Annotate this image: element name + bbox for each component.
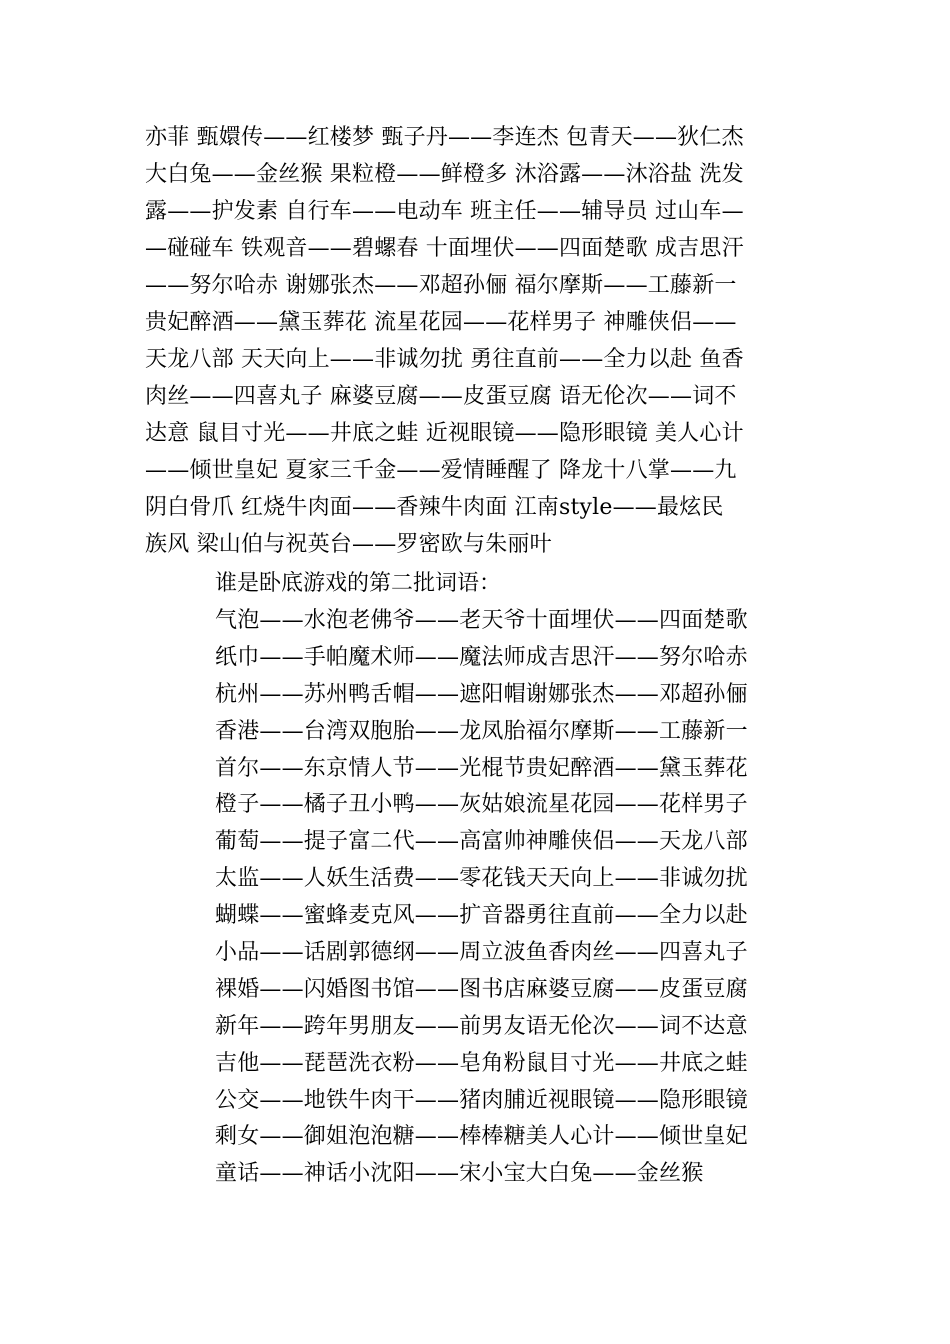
paragraph-line: 露——护发素 自行车——电动车 班主任——辅导员 过山车— [145, 199, 744, 224]
paragraph-line: —碰碰车 铁观音——碧螺春 十面埋伏——四面楚歌 成吉思汗 [145, 236, 744, 261]
list-item: 橙子——橘子丑小鸭——灰姑娘流星花园——花样男子 [215, 792, 748, 818]
list-item: 裸婚——闪婚图书馆——图书店麻婆豆腐——皮蛋豆腐 [215, 976, 748, 1002]
paragraph-line: 大白兔——金丝猴 果粒橙——鲜橙多 沐浴露——沐浴盐 洗发 [145, 162, 744, 187]
list-item: 气泡——水泡老佛爷——老天爷十面埋伏——四面楚歌 [215, 608, 748, 633]
list-item: 杭州——苏州鸭舌帽——遮阳帽谢娜张杰——邓超孙俪 [215, 681, 748, 707]
list-item: 吉他——琵琶洗衣粉——皂角粉鼠目寸光——井底之蛙 [215, 1050, 748, 1076]
list-item: 剩女——御姐泡泡糖——棒棒糖美人心计——倾世皇妃 [215, 1124, 748, 1150]
list-heading: 谁是卧底游戏的第二批词语： [215, 571, 502, 596]
paragraph-line: ——倾世皇妃 夏家三千金——爱情睡醒了 降龙十八掌——九 [145, 458, 737, 483]
list-item: 首尔——东京情人节——光棍节贵妃醉酒——黛玉葬花 [215, 755, 748, 781]
list-item: 童话——神话小沈阳——宋小宝大白兔——金丝猴 [215, 1161, 704, 1187]
paragraph-line: ——努尔哈赤 谢娜张杰——邓超孙俪 福尔摩斯——工藤新一 [145, 273, 737, 298]
list-item: 太监——人妖生活费——零花钱天天向上——非诚勿扰 [215, 866, 748, 892]
paragraph-line: 亦菲 甄嬛传——红楼梦 甄子丹——李连杰 包青天——狄仁杰 [145, 125, 744, 150]
paragraph-line: 天龙八部 天天向上——非诚勿扰 勇往直前——全力以赴 鱼香 [145, 347, 744, 372]
word-pairs-paragraph [145, 119, 805, 563]
paragraph-line: 达意 鼠目寸光——井底之蛙 近视眼镜——隐形眼镜 美人心计 [145, 421, 744, 446]
second-batch-word-list [215, 565, 815, 1193]
list-item: 纸巾——手帕魔术师——魔法师成吉思汗——努尔哈赤 [215, 644, 748, 670]
list-item: 蝴蝶——蜜蜂麦克风——扩音器勇往直前——全力以赴 [215, 903, 748, 929]
paragraph-line: 贵妃醉酒——黛玉葬花 流星花园——花样男子 神雕侠侣—— [145, 310, 737, 335]
list-item: 葡萄——提子富二代——高富帅神雕侠侣——天龙八部 [215, 829, 748, 855]
paragraph-line: 族风 梁山伯与祝英台——罗密欧与朱丽叶 [145, 532, 552, 557]
list-item: 公交——地铁牛肉干——猪肉脯近视眼镜——隐形眼镜 [215, 1087, 748, 1113]
list-item: 香港——台湾双胞胎——龙凤胎福尔摩斯——工藤新一 [215, 718, 748, 744]
list-item: 新年——跨年男朋友——前男友语无伦次——词不达意 [215, 1013, 748, 1039]
list-item: 小品——话剧郭德纲——周立波鱼香肉丝——四喜丸子 [215, 940, 748, 966]
paragraph-line: 肉丝——四喜丸子 麻婆豆腐——皮蛋豆腐 语无伦次——词不 [145, 384, 737, 409]
paragraph-line: 阴白骨爪 红烧牛肉面——香辣牛肉面 江南style——最炫民 [145, 495, 724, 520]
